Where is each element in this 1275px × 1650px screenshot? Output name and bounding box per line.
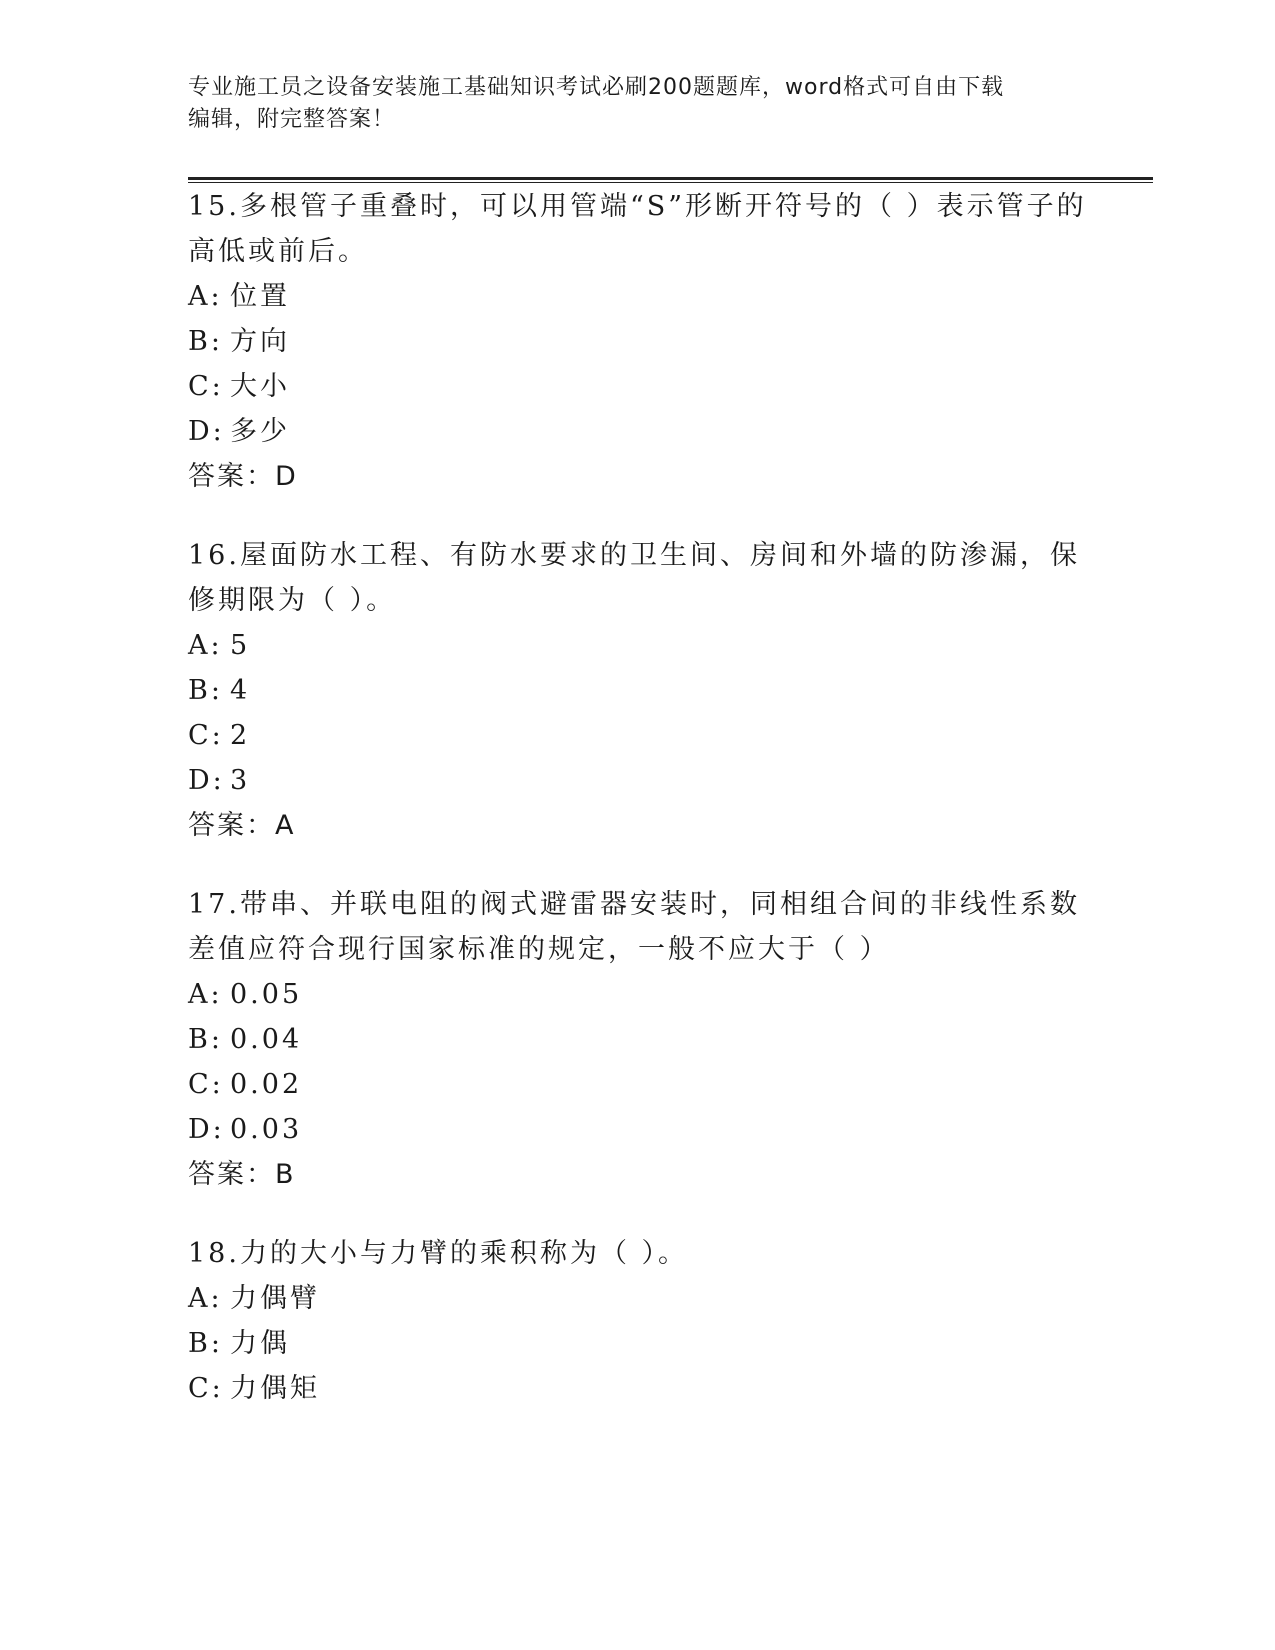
option-text: 力偶臂: [230, 1283, 320, 1314]
document-header: [188, 72, 1068, 136]
question-text: 力的大小与力臂的乘积称为（ ）。: [239, 1238, 689, 1269]
option-letter: C:: [188, 720, 224, 751]
option-text: 0.05: [230, 979, 303, 1010]
option-d: [188, 409, 1088, 454]
answer-line: 答案：B: [188, 1159, 296, 1190]
option-letter: D:: [188, 416, 225, 447]
option-text: 3: [230, 765, 251, 796]
option-d: [188, 758, 1088, 803]
option-text: 位置: [230, 281, 290, 312]
option-a: [188, 623, 1088, 668]
option-text: 力偶: [230, 1328, 290, 1359]
question-stem: [188, 882, 1088, 972]
option-letter: A:: [188, 630, 223, 661]
header-title-line-1: 专业施工员之设备安装施工基础知识考试必刷200题题库，word格式可自由下载: [188, 75, 1005, 100]
answer-line: 答案：D: [188, 461, 298, 492]
question-text: 多根管子重叠时，可以用管端“S”形断开符号的（ ）表示管子的高低或前后。: [188, 191, 1087, 267]
header-divider-thick: [188, 177, 1153, 180]
option-text: 0.03: [230, 1114, 303, 1145]
option-text: 2: [230, 720, 251, 751]
option-text: 多少: [230, 416, 290, 447]
option-letter: C:: [188, 371, 224, 402]
option-letter: C:: [188, 1069, 224, 1100]
option-letter: A:: [188, 281, 223, 312]
option-text: 大小: [230, 371, 290, 402]
option-text: 力偶矩: [230, 1373, 320, 1404]
option-letter: D:: [188, 765, 225, 796]
option-b: [188, 1321, 1088, 1366]
option-letter: A:: [188, 1283, 223, 1314]
question-16: [188, 533, 1088, 848]
option-a: [188, 1276, 1088, 1321]
option-c: [188, 713, 1088, 758]
option-letter: B:: [188, 675, 223, 706]
option-c: [188, 364, 1088, 409]
option-b: [188, 668, 1088, 713]
header-title-line-2: 编辑，附完整答案！: [188, 107, 396, 132]
option-d: [188, 1107, 1088, 1152]
option-letter: B:: [188, 1024, 223, 1055]
question-17: [188, 882, 1088, 1197]
header-divider-thin: [188, 182, 1153, 183]
option-a: [188, 274, 1088, 319]
question-stem: [188, 533, 1088, 623]
question-number: 15.: [188, 191, 240, 222]
option-letter: B:: [188, 326, 223, 357]
option-letter: B:: [188, 1328, 223, 1359]
option-text: 0.02: [230, 1069, 303, 1100]
option-letter: C:: [188, 1373, 224, 1404]
answer-line: 答案：A: [188, 810, 296, 841]
question-stem: [188, 184, 1088, 274]
option-text: 5: [230, 630, 251, 661]
option-text: 方向: [230, 326, 290, 357]
option-letter: A:: [188, 979, 223, 1010]
question-number: 16.: [188, 540, 240, 571]
question-stem: [188, 1231, 1088, 1276]
question-text: 屋面防水工程、有防水要求的卫生间、房间和外墙的防渗漏，保修期限为（ ）。: [188, 540, 1080, 616]
question-text: 带串、并联电阻的阀式避雷器安装时，同相组合间的非线性系数差值应符合现行国家标准的规定，一般不应大于（ ）: [188, 889, 1080, 965]
option-letter: D:: [188, 1114, 225, 1145]
option-text: 0.04: [230, 1024, 303, 1055]
option-text: 4: [230, 675, 251, 706]
question-number: 18.: [188, 1238, 240, 1269]
option-c: [188, 1062, 1088, 1107]
question-15: [188, 184, 1088, 499]
question-18: [188, 1231, 1088, 1411]
option-b: [188, 319, 1088, 364]
question-number: 17.: [188, 889, 240, 920]
option-a: [188, 972, 1088, 1017]
option-b: [188, 1017, 1088, 1062]
option-c: [188, 1366, 1088, 1411]
